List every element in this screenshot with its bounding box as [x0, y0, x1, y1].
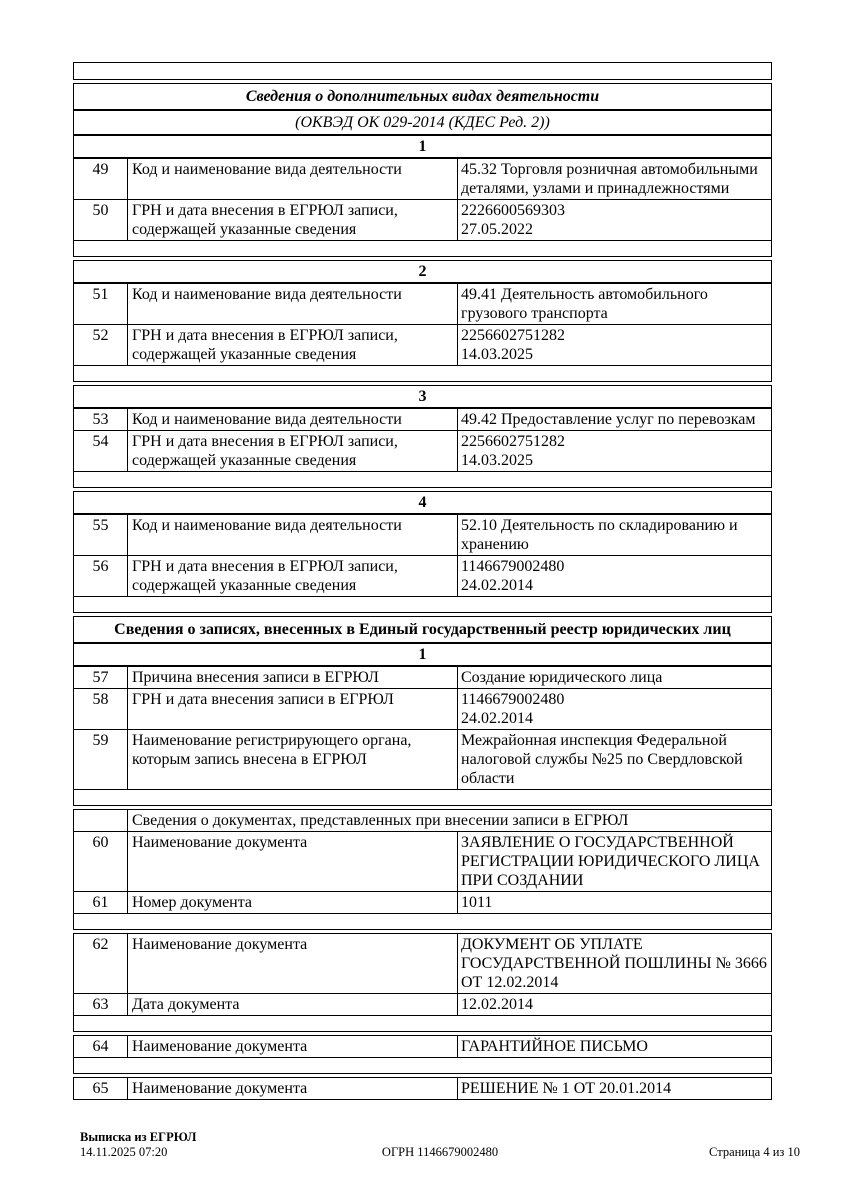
registry-heading: Сведения о записях, внесенных в Единый государственный реестр юридических лиц: [114, 621, 731, 638]
row-value-cell: Создание юридического лица: [461, 669, 663, 686]
row-number-cell: 63: [74, 994, 128, 1015]
row-label-cell: Код и наименование вида деятельности: [128, 409, 458, 430]
row-number-cell: 50: [74, 200, 128, 240]
row-value-cell: [458, 200, 771, 240]
row-label-cell: ГРН и дата внесения в ЕГРЮЛ записи, содержащей указанные сведения: [128, 556, 458, 596]
block-number: 3: [418, 388, 427, 405]
value-line: 27.05.2022: [461, 221, 533, 238]
table-row: [74, 555, 771, 596]
row-label-cell: Код и наименование вида деятельности: [128, 515, 458, 555]
row-label-cell: Причина внесения записи в ЕГРЮЛ: [128, 667, 458, 688]
table-row: [74, 891, 771, 913]
footer-page-number: Страница 4 из 10: [709, 1145, 800, 1159]
block-number: 2: [418, 263, 427, 280]
documents-block-3: [73, 1035, 772, 1074]
row-value-cell: ГАРАНТИЙНОЕ ПИСЬМО: [461, 1038, 648, 1055]
documents-subheading: Сведения о документах, представленных при внесении записи в ЕГРЮЛ: [132, 812, 629, 829]
spacer-row: [74, 365, 771, 381]
row-value-cell: 49.41 Деятельность автомобильного грузового транспорта: [461, 286, 708, 322]
footer-doc-type: Выписка из ЕГРЮЛ: [80, 1130, 197, 1144]
row-label-cell: Наименование документа: [128, 832, 458, 891]
table-row: [74, 157, 771, 199]
row-label-cell: Номер документа: [128, 892, 458, 913]
row-number-cell: 60: [74, 832, 128, 891]
footer-datetime: 14.11.2025 07:20: [80, 1145, 168, 1159]
value-line: 2256602751282: [461, 433, 565, 450]
row-value-cell: 45.32 Торговля розничная автомобильными деталями, узлами и принадлежностями: [461, 161, 758, 197]
row-number-cell: 49: [74, 159, 128, 199]
table-row: [74, 430, 771, 471]
value-line: 2226600569303: [461, 202, 565, 219]
footer: [80, 1130, 800, 1160]
value-line: 14.03.2025: [461, 452, 533, 469]
row-label-cell: ГРН и дата внесения в ЕГРЮЛ записи, содержащей указанные сведения: [128, 431, 458, 471]
spacer-row: [74, 596, 771, 612]
row-value-cell: ДОКУМЕНТ ОБ УПЛАТЕ ГОСУДАРСТВЕННОЙ ПОШЛИНЫ № 3666 ОТ 12.02.2014: [461, 936, 767, 991]
row-number-cell: 64: [74, 1036, 128, 1057]
footer-ogrn: ОГРН 1146679002480: [381, 1145, 499, 1159]
value-line: 24.02.2014: [461, 710, 533, 727]
block-number: 1: [74, 134, 771, 157]
row-value-cell: 49.42 Предоставление услуг по перевозкам: [461, 411, 756, 428]
okved-heading: Сведения о дополнительных видах деятельности: [245, 88, 600, 105]
row-number-cell: 53: [74, 409, 128, 430]
table-row: [74, 407, 771, 430]
spacer-row: [74, 240, 771, 256]
row-value-cell: [458, 431, 771, 471]
row-number-cell: 61: [74, 892, 128, 913]
table-row: [74, 199, 771, 240]
spacer-row: [74, 63, 771, 79]
row-label-cell: Наименование документа: [128, 1036, 458, 1057]
row-number-cell: 59: [74, 730, 128, 789]
spacer-row: [74, 789, 771, 805]
table-row: [74, 1078, 771, 1099]
table-row: [74, 324, 771, 365]
spacer-row: [74, 1015, 771, 1031]
okved-block-1: [73, 83, 772, 257]
documents-subheading-row: [74, 810, 771, 831]
row-number-cell: [74, 810, 128, 831]
row-number-cell: 62: [74, 934, 128, 993]
spacer-row: [74, 471, 771, 487]
row-value-cell: [458, 556, 771, 596]
row-value-cell: 1011: [461, 894, 493, 911]
documents-block-1: [73, 809, 772, 930]
row-label-cell: Дата документа: [128, 994, 458, 1015]
row-number-cell: 56: [74, 556, 128, 596]
registry-block: [73, 616, 772, 806]
row-value-cell: [458, 325, 771, 365]
row-number-cell: 52: [74, 325, 128, 365]
row-value-cell: [458, 689, 771, 729]
value-line: 1146679002480: [461, 691, 565, 708]
row-number-cell: 58: [74, 689, 128, 729]
table-row: [74, 993, 771, 1015]
row-label-cell: Код и наименование вида деятельности: [128, 284, 458, 324]
value-line: 24.02.2014: [461, 577, 533, 594]
okved-block-2: [73, 260, 772, 382]
footer-left: [80, 1130, 382, 1160]
row-number-cell: 57: [74, 667, 128, 688]
value-line: 2256602751282: [461, 327, 565, 344]
row-label-cell: ГРН и дата внесения в ЕГРЮЛ записи, содержащей указанные сведения: [128, 325, 458, 365]
okved-block-4: [73, 491, 772, 613]
block-number: 1: [74, 642, 771, 665]
value-line: 14.03.2025: [461, 346, 533, 363]
row-label-cell: Наименование документа: [128, 1078, 458, 1099]
egrul-extract-table: [73, 62, 772, 1103]
row-number-cell: 55: [74, 515, 128, 555]
value-line: 1146679002480: [461, 558, 565, 575]
table-row: [74, 934, 771, 993]
row-number-cell: 65: [74, 1078, 128, 1099]
row-label-cell: Код и наименование вида деятельности: [128, 159, 458, 199]
row-label-cell: ГРН и дата внесения записи в ЕГРЮЛ: [128, 689, 458, 729]
table-row: [74, 1036, 771, 1057]
table-row: [74, 688, 771, 729]
table-row: [74, 665, 771, 688]
top-spacer-block: [73, 62, 772, 80]
row-number-cell: 54: [74, 431, 128, 471]
okved-block-3: [73, 385, 772, 488]
table-row: [74, 513, 771, 555]
spacer-row: [74, 913, 771, 929]
row-value-cell: 12.02.2014: [461, 996, 533, 1013]
row-value-cell: 52.10 Деятельность по складированию и хранению: [461, 517, 738, 553]
spacer-row: [74, 1057, 771, 1073]
block-number: 4: [418, 494, 427, 511]
row-label-cell: ГРН и дата внесения в ЕГРЮЛ записи, содержащей указанные сведения: [128, 200, 458, 240]
table-row: [74, 729, 771, 789]
row-value-cell: РЕШЕНИЕ № 1 ОТ 20.01.2014: [461, 1080, 672, 1097]
table-row: [74, 282, 771, 324]
row-label-cell: Наименование регистрирующего органа, которым запись внесена в ЕГРЮЛ: [128, 730, 458, 789]
row-value-cell: ЗАЯВЛЕНИЕ О ГОСУДАРСТВЕННОЙ РЕГИСТРАЦИИ ЮРИДИЧЕСКОГО ЛИЦА ПРИ СОЗДАНИИ: [461, 834, 760, 889]
okved-subheading: (ОКВЭД ОК 029-2014 (КДЕС Ред. 2)): [74, 109, 771, 134]
row-number-cell: 51: [74, 284, 128, 324]
table-row: [74, 831, 771, 891]
documents-block-2: [73, 933, 772, 1032]
row-value-cell: Межрайонная инспекция Федеральной налоговой службы №25 по Свердловской области: [461, 732, 743, 787]
documents-block-4: [73, 1077, 772, 1100]
row-label-cell: Наименование документа: [128, 934, 458, 993]
